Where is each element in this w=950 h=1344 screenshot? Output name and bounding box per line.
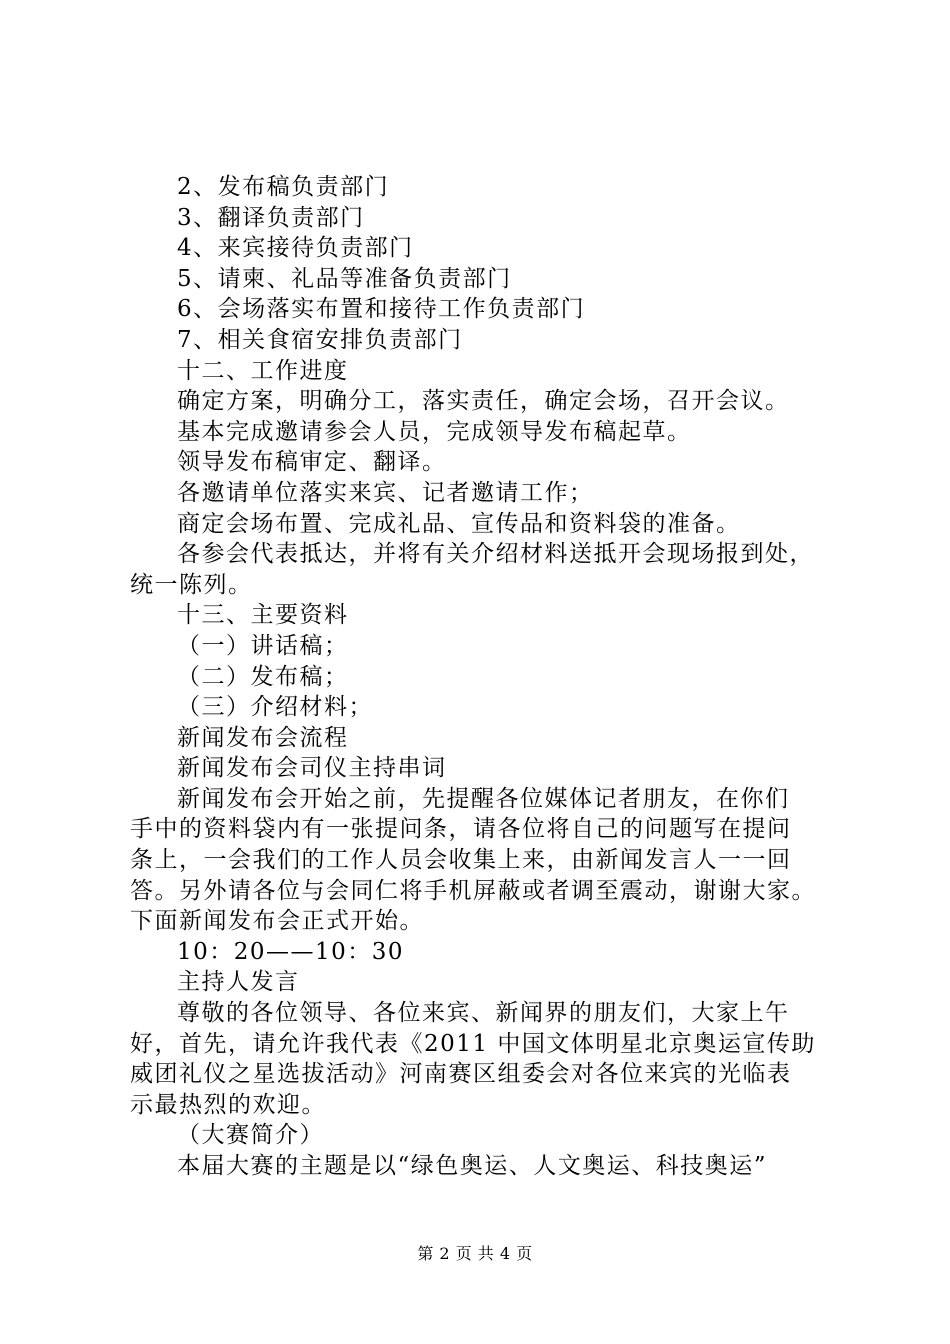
text-line: 基本完成邀请参会人员，完成领导发布稿起草。 xyxy=(177,418,692,445)
text-line: 答。另外请各位与会同仁将手机屏蔽或者调至震动，谢谢大家。 xyxy=(130,877,816,904)
text-line: 条上，一会我们的工作人员会收集上来，由新闻发言人一一回 xyxy=(130,847,792,874)
text-line: 好，首先，请允许我代表《2011 中国文体明星北京奥运宣传助 xyxy=(130,1030,816,1057)
text-line: 4、来宾接待负责部门 xyxy=(177,235,414,262)
text-line: 6、会场落实布置和接待工作负责部门 xyxy=(177,296,586,323)
text-line: 各邀请单位落实来宾、记者邀请工作； xyxy=(177,479,594,506)
text-line: （三）介绍材料； xyxy=(177,694,373,721)
text-line: 手中的资料袋内有一张提问条，请各位将自己的问题写在提问 xyxy=(130,816,792,843)
text-line: 本届大赛的主题是以“绿色奥运、人文奥运、科技奥运” xyxy=(177,1153,768,1179)
text-line: 3、翻译负责部门 xyxy=(177,204,365,231)
text-line: 下面新闻发布会正式开始。 xyxy=(130,908,424,935)
text-line: 示最热烈的欢迎。 xyxy=(130,1091,326,1118)
text-line: （二）发布稿； xyxy=(177,663,349,690)
page-number: 第 2 页 共 4 页 xyxy=(417,1244,533,1263)
text-line: 威团礼仪之星选拔活动》河南赛区组委会对各位来宾的光临表 xyxy=(130,1061,792,1088)
text-line: 十二、工作进度 xyxy=(177,357,349,384)
text-line: 5、请柬、礼品等准备负责部门 xyxy=(177,265,512,292)
document-body xyxy=(130,172,830,1182)
text-line: 新闻发布会开始之前，先提醒各位媒体记者朋友，在你们 xyxy=(177,785,790,812)
text-line: （大赛简介） xyxy=(177,1122,324,1149)
text-line: 新闻发布会流程 xyxy=(177,724,349,751)
page-footer xyxy=(0,1244,950,1264)
text-line: 主持人发言 xyxy=(177,969,300,996)
text-line: 尊敬的各位领导、各位来宾、新闻界的朋友们，大家上午 xyxy=(177,1000,790,1027)
text-line: 新闻发布会司仪主持串词 xyxy=(177,755,447,782)
text-line: 10：20——10：30 xyxy=(177,938,405,965)
text-line: 商定会场布置、完成礼品、宣传品和资料袋的准备。 xyxy=(177,510,741,537)
text-line: 十三、主要资料 xyxy=(177,602,349,629)
text-line: 确定方案，明确分工，落实责任，确定会场，召开会议。 xyxy=(177,388,790,415)
text-line: （一）讲话稿； xyxy=(177,632,349,659)
text-line: 2、发布稿负责部门 xyxy=(177,174,390,200)
text-line: 领导发布稿审定、翻译。 xyxy=(177,449,447,476)
text-line: 7、相关食宿安排负责部门 xyxy=(177,326,463,353)
text-line: 统一陈列。 xyxy=(130,571,253,598)
text-line: 各参会代表抵达，并将有关介绍材料送抵开会现场报到处， xyxy=(177,541,814,568)
